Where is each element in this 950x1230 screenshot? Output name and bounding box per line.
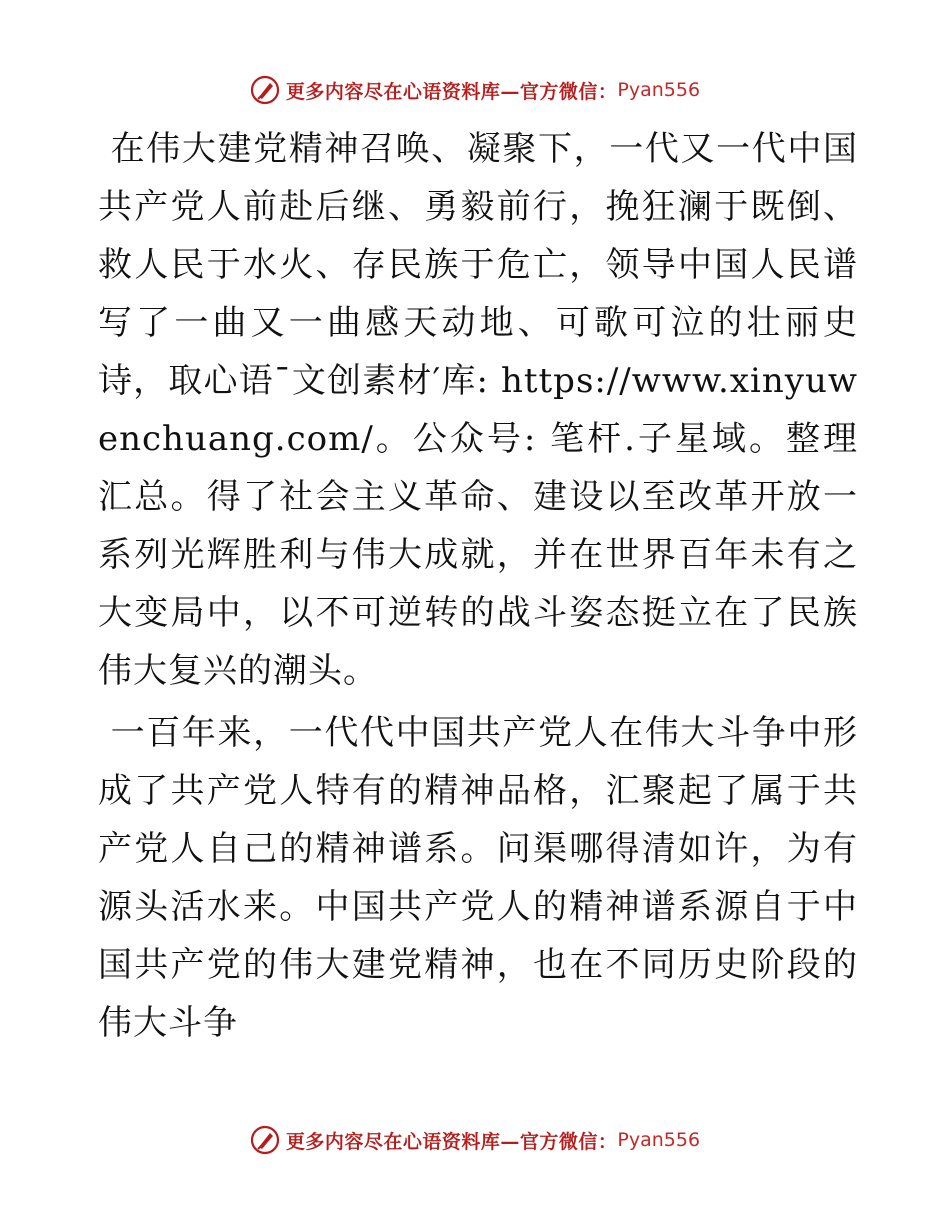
- feather-pen-logo-icon: [250, 75, 280, 105]
- paragraph-1: [98, 120, 858, 700]
- header-banner: [0, 70, 950, 110]
- paragraph-2: [98, 704, 858, 1052]
- paragraph-2-text: 一百年来，一代代中国共产党人在伟大斗争中形成了共产党人特有的精神品格，汇聚起了属于共产党人自己的精神谱系。问渠哪得清如许，为有源头活水来。中国共产党人的精神谱系源自于中国共产党的伟大建党精神，也在不同历史阶段的伟大斗争: [98, 713, 858, 1043]
- header-banner-contact: Pyan556: [617, 79, 701, 101]
- footer-banner-text: 更多内容尽在心语资料库—官方微信：: [285, 1130, 618, 1153]
- feather-pen-logo-icon: [250, 1125, 280, 1155]
- footer-banner-contact: Pyan556: [617, 1129, 701, 1151]
- footer-banner: [0, 1120, 950, 1160]
- header-banner-text: 更多内容尽在心语资料库—官方微信：: [285, 80, 618, 103]
- document-body: [98, 120, 858, 1056]
- paragraph-1-text: 在伟大建党精神召唤、凝聚下，一代又一代中国共产党人前赴后继、勇毅前行，挽狂澜于既倒、救人民于水火、存民族于危亡，领导中国人民谱写了一曲又一曲感天动地、可歌可泣的壮丽史诗，取心语¯文创素材′库: https://www.xinyuwenchuang.com/。公众号: 笔杆.子星域。整理汇总。得了社会主义革命、建设以至改革开放一系列光辉胜利与伟大成就，并在世界百年未有之大变局中，以不可逆转的战斗姿态挺立在了民族伟大复兴的潮头。: [98, 129, 858, 691]
